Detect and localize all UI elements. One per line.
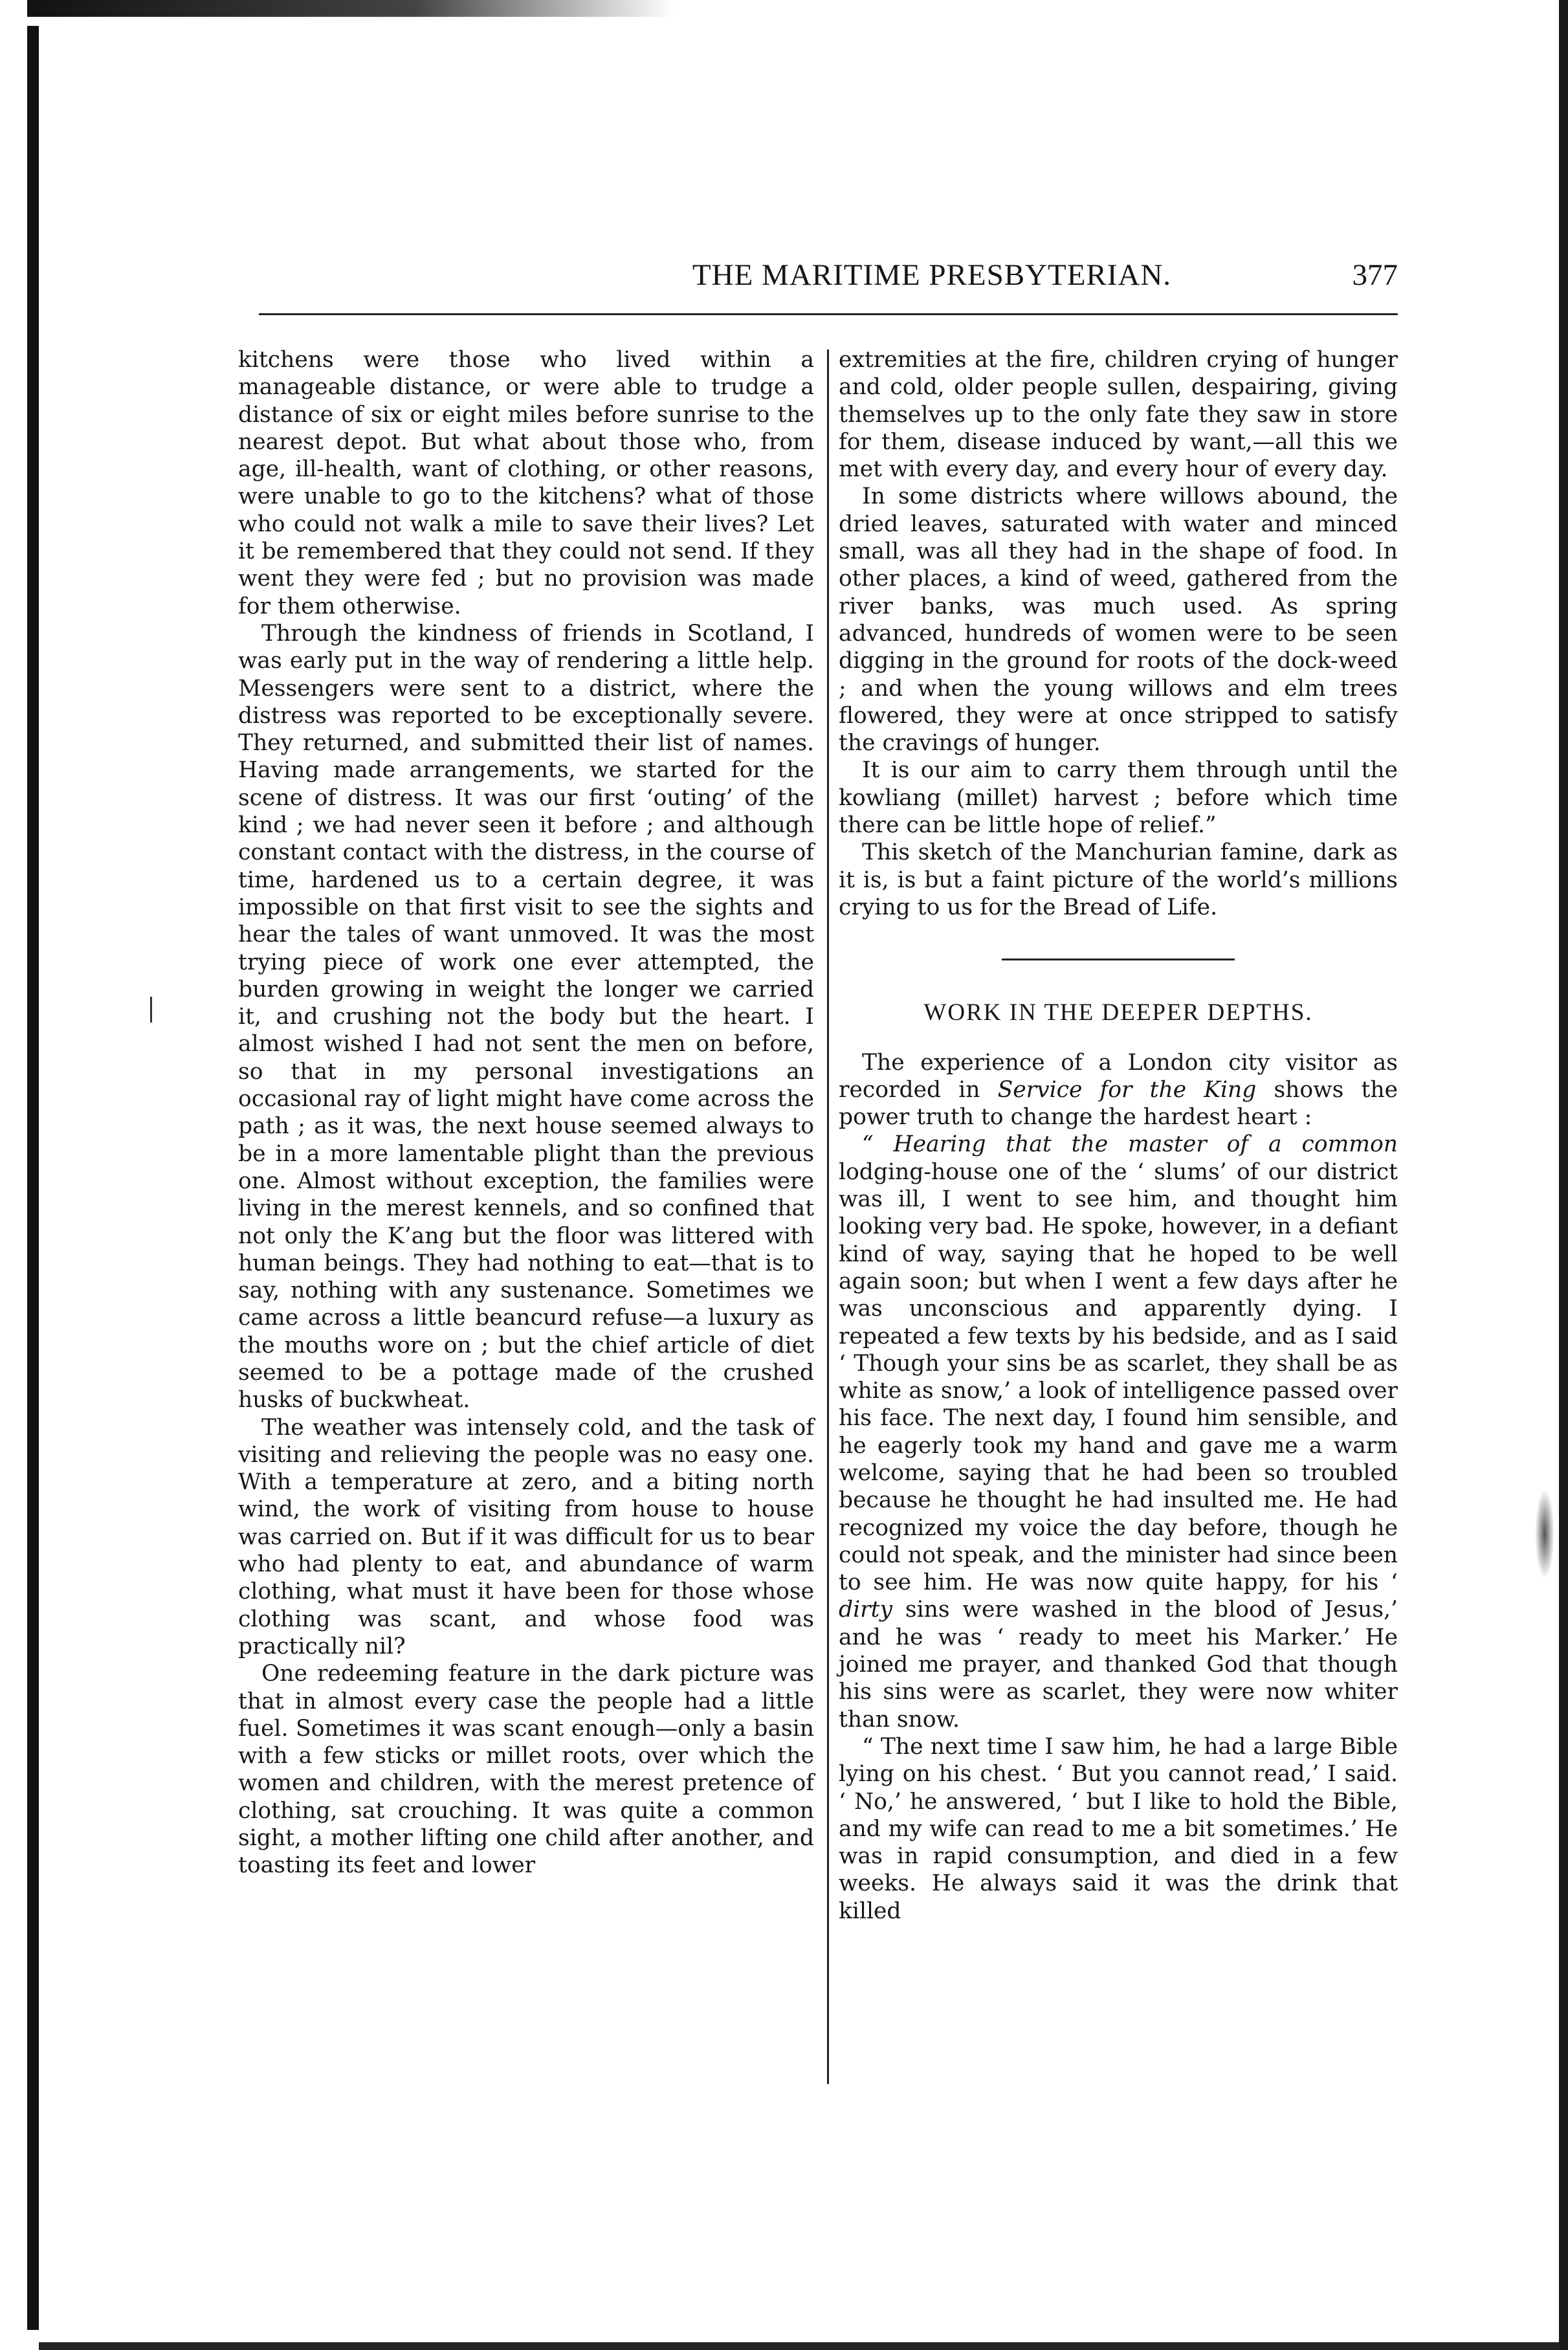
margin-smudge [1535, 1489, 1554, 1579]
running-head: THE MARITIME PRESBYTERIAN. [692, 258, 1172, 292]
paragraph: Through the kindness of friends in Scotland, I was early put in the way of rendering a little help. Messengers were sent to a district, where the distress was reported to be exceptionally severe. They returned, and submitted their list of names. Having made arrangements, we started for the scene of distress. It was our first ‘outing’ of the kind ; we had never seen it before ; and although constant contact with the distress, in the course of time, hardened us to a certain degree, it was impossible on that first visit to see the sights and hear the tales of want unmoved. It was the most trying piece of work one ever attempted, the burden growing in weight the longer we carried it, and crushing not the body but the heart. I almost wished I had not sent the men on before, so that in my personal investigations an occasional ray of light might have come across the path ; as it was, the next house seemed always to be in a more lamentable plight than the previous one. Almost without exception, the families were living in the merest kennels, and so confined that not only the K’ang but the floor was littered with human beings. They had nothing to eat—that is to say, nothing with any sustenance. Sometimes we came across a little beancurd refuse—a luxury as the mouths wore on ; but the chief article of diet seemed to be a pottage made of the crushed husks of buckwheat. [238, 620, 814, 1413]
paragraph: This sketch of the Manchurian famine, dark as it is, is but a faint picture of the world’s millions crying to us for the Bread of Life. [839, 839, 1398, 920]
section-rule [1002, 959, 1235, 960]
page-edge-top [27, 0, 674, 17]
story-paragraph: “ The next time I saw him, he had a large Bible lying on his chest. ‘ But you cannot read,’ I said. ‘ No,’ he answered, ‘ but I like to hold the Bible, and my wife can read to me a bit sometimes.’ He was in rapid consumption, and died in a few weeks. He always said it was the drink that killed [839, 1733, 1398, 1924]
intro-paragraph [839, 1049, 1398, 1131]
page-edge-right [1559, 0, 1568, 2350]
paragraph: extremities at the fire, children crying of hunger and cold, older people sullen, despairing, giving themselves up to the only fate they saw in store for them, disease induced by want,—all this we met with every day, and every hour of every day. [839, 347, 1398, 483]
page-number: 377 [1352, 258, 1398, 292]
paragraph: kitchens were those who lived within a manageable distance, or were able to trudge a distance of six or eight miles before sunrise to the nearest depot. But what about those who, from age, ill-health, want of clothing, or other reasons, were unable to go to the kitchens? what of those who could not walk a mile to save their lives? Let it be remembered that they could not send. If they went they were fed ; but no provision was made for them otherwise. [238, 347, 814, 619]
paragraph: It is our aim to carry them through until the kowliang (millet) harvest ; before which time there can be little hope of relief.” [839, 757, 1398, 839]
book-title: Service for the King [997, 1076, 1257, 1103]
left-column [238, 346, 814, 1879]
paragraph: The weather was intensely cold, and the task of visiting and relieving the people was no easy one. With a temperature at zero, and a biting north wind, the work of visiting from house to house was carried on. But if it was difficult for us to bear who had plenty to eat, and abundance of warm clothing, what must it have been for those whose clothing was scant, and whose food was practically nil? [238, 1414, 814, 1659]
page-header [259, 258, 1398, 309]
page-edge-left [27, 26, 39, 2330]
paragraph: One redeeming feature in the dark picture was that in almost every case the people had a little fuel. Sometimes it was scant enough—only a basin with a few sticks or millet roots, over which the women and children, with the merest pretence of clothing, sat crouching. It was quite a common sight, a mother lifting one child after another, and toasting its feet and lower [238, 1661, 814, 1879]
column-divider [827, 349, 829, 2084]
margin-mark [150, 997, 159, 1023]
story-emphasis: dirty [839, 1597, 892, 1623]
intro-text-end: shows the power truth to change the hardest heart : [839, 1076, 1398, 1131]
page-edge-bottom [39, 2342, 1560, 2350]
story-text-end: sins were washed in the blood of Jesus,’ and he was ‘ ready to meet his Marker.’ He joined me prayer, and thanked God that though his sins were as scarlet, they were now whiter than snow. [839, 1597, 1398, 1733]
section-heading: WORK IN THE DEEPER DEPTHS. [923, 999, 1313, 1026]
intro-text: The experience of a London city visitor as recorded in [839, 1049, 1398, 1103]
header-rule [259, 313, 1398, 315]
right-column [839, 346, 1398, 1925]
story-paragraph [839, 1131, 1398, 1733]
paragraph: In some districts where willows abound, the dried leaves, saturated with water and minced small, was all they had in the shape of food. In other places, a kind of weed, gathered from the river banks, was much used. As spring advanced, hundreds of women were to be seen digging in the ground for roots of the dock-weed ; and when the young willows and elm trees flowered, they were at once stripped to satisfy the cravings of hunger. [839, 483, 1398, 757]
story-lead: “ Hearing that the master of a common [862, 1131, 1398, 1158]
story-text: lodging-house one of the ‘ slums’ of our district was ill, I went to see him, and thought him looking very bad. He spoke, however, in a defiant kind of way, saying that he hoped to be well again soon; but when I went a few days after he was unconscious and apparently dying. I repeated a few texts by his bedside, and as I said ‘ Though your sins be as scarlet, they shall be as white as snow,’ a look of intelligence passed over his face. The next day, I found him sensible, and he eagerly took my hand and gave me a warm welcome, saying that he had been so troubled because he thought he had insulted me. He had recognized my voice the day before, though he could not speak, and the minister had since been to see him. He was now quite happy, for his ‘ [839, 1158, 1398, 1596]
